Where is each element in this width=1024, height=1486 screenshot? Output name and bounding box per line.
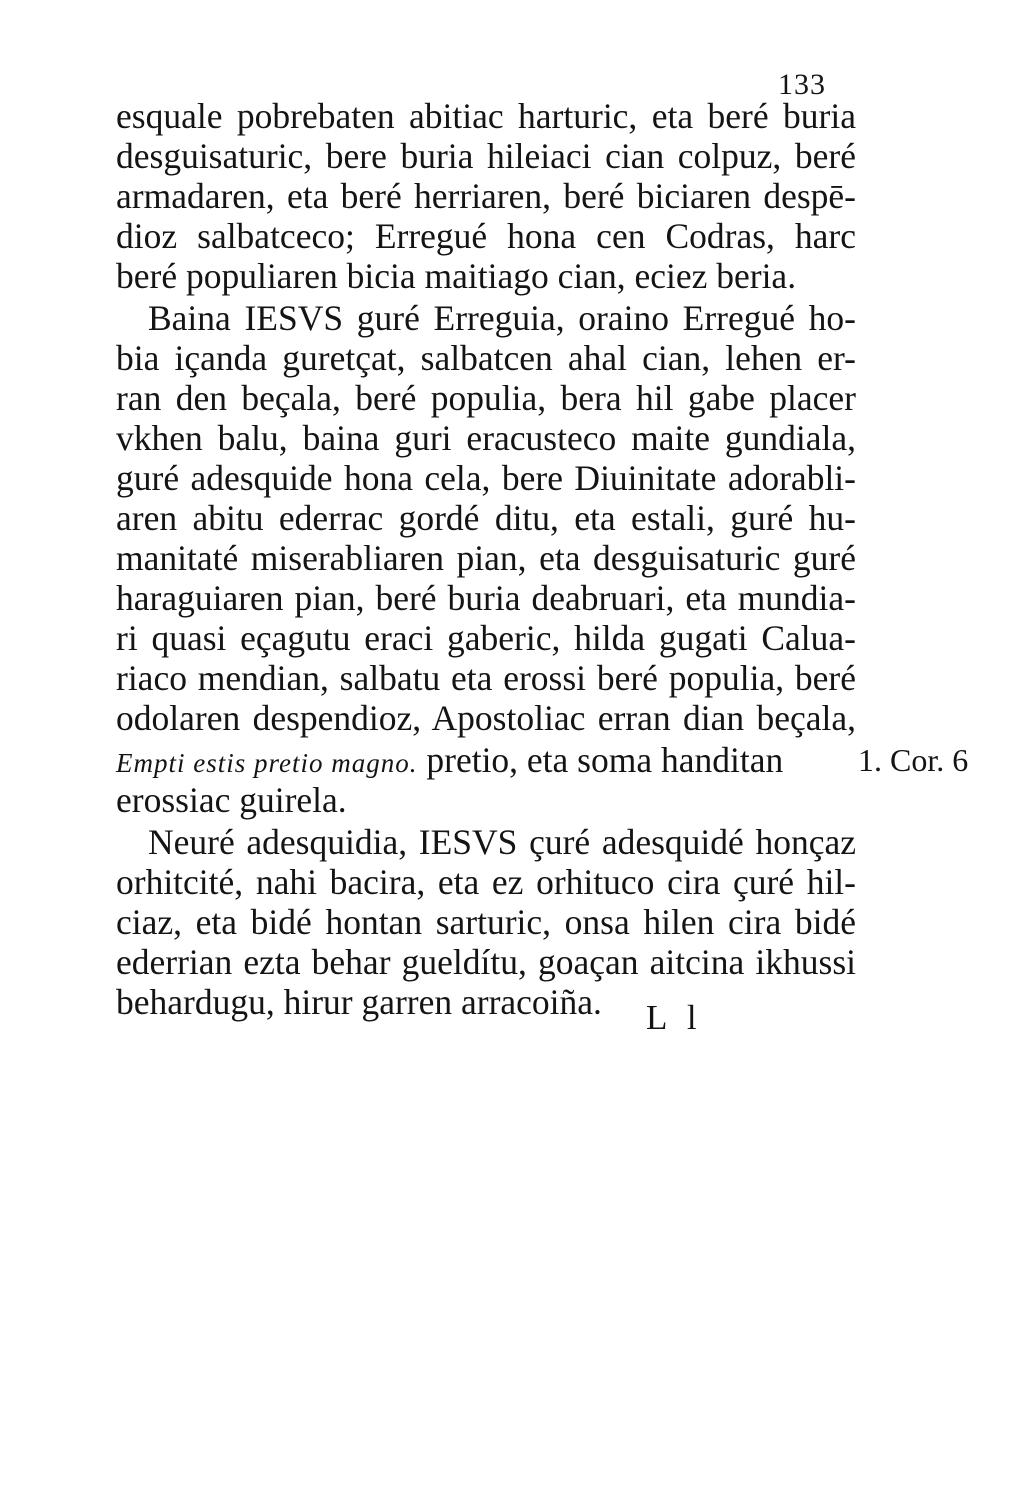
text-line: Baina IESVS guré Erreguia, oraino Erregué ho- bbox=[148, 298, 856, 338]
text-fragment: pretio, eta soma handitan bbox=[426, 740, 784, 780]
text-line: manitaté miserabliaren pian, eta desguisaturic guré bbox=[116, 538, 856, 578]
text-line: Neuré adesquidia, IESVS çuré adesquidé honçaz bbox=[148, 822, 856, 862]
text-line: ederrian ezta behar gueldítu, goaçan aitcina ikhussi bbox=[116, 942, 856, 982]
text-line: behardugu, hirur garren arracoiña. bbox=[116, 982, 602, 1022]
text-line: odolaren despendioz, Apostoliac erran dian beçala, bbox=[116, 698, 856, 738]
text-line: orhitcité, nahi bacira, eta ez orhituco cira çuré hil- bbox=[116, 862, 856, 902]
text-line-with-quote bbox=[116, 740, 856, 783]
text-line: esquale pobrebaten abitiac harturic, eta beré buria bbox=[116, 96, 856, 136]
page-number: 133 bbox=[778, 68, 826, 101]
text-line: erossiac guirela. bbox=[116, 780, 347, 820]
text-line: beré populiaren bicia maitiago cian, eciez beria. bbox=[116, 256, 797, 296]
text-line: dioz salbatceco; Erregué hona cen Codras, harc bbox=[116, 216, 856, 256]
text-line: ciaz, eta bidé hontan sarturic, onsa hilen cira bidé bbox=[116, 902, 856, 942]
text-line: riaco mendian, salbatu eta erossi beré populia, beré bbox=[116, 658, 856, 698]
text-line: vkhen balu, baina guri eracusteco maite gundiala, bbox=[116, 418, 856, 458]
text-line: armadaren, eta beré herriaren, beré biciaren despē- bbox=[116, 176, 856, 216]
text-line: guré adesquide hona cela, bere Diuinitate adorabli- bbox=[116, 458, 856, 498]
text-line: aren abitu ederrac gordé ditu, eta estali, guré hu- bbox=[116, 498, 856, 538]
margin-reference: 1. Cor. 6 bbox=[858, 742, 969, 778]
text-line: desguisaturic, bere buria hileiaci cian colpuz, beré bbox=[116, 136, 856, 176]
text-line: haraguiaren pian, beré buria deabruari, eta mundia- bbox=[116, 578, 856, 618]
text-line: ran den beçala, beré populia, bera hil gabe placer bbox=[116, 378, 856, 418]
text-line: bia içanda guretçat, salbatcen ahal cian, lehen er- bbox=[116, 338, 856, 378]
latin-quotation: Empti estis pretio magno. bbox=[116, 748, 418, 778]
text-line: ri quasi eçagutu eraci gaberic, hilda gugati Calua- bbox=[116, 618, 856, 658]
catchword: L l bbox=[646, 998, 703, 1037]
